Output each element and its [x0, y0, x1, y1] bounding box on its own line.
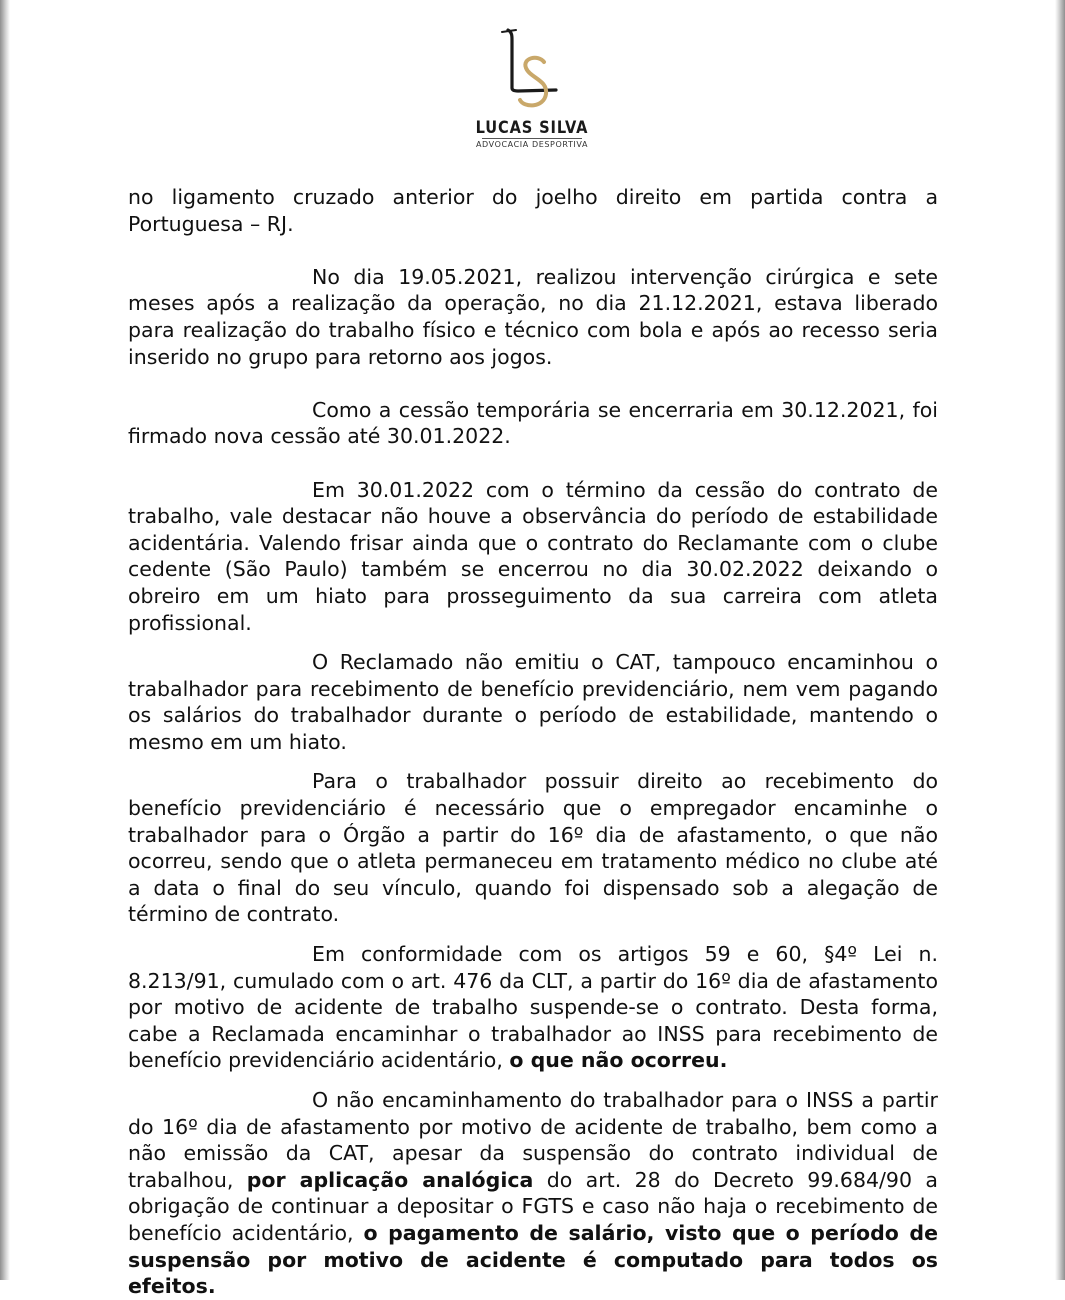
ls-monogram-icon	[494, 26, 570, 116]
paragraph-2: No dia 19.05.2021, realizou intervenção cirúrgica e sete meses após a realização da operação, no dia 21.12.2021, estava liberado para realização do trabalho físico e técnico com bola e após ao recesso seria inserido no grupo para retorno aos jogos.	[128, 264, 938, 369]
letterhead-name: LUCAS SILVA	[475, 118, 589, 138]
paragraph-5: O Reclamado não emitiu o CAT, tampouco encaminhou o trabalhador para recebimento de benefício previdenciário, nem vem pagando os salários do trabalhador durante o período de estabilidade, mantendo o mesmo em um hiato.	[128, 650, 938, 754]
paragraph-8-bold-b: o pagamento de salário, visto que o período de suspensão por motivo de acidente é computado para todos os efeitos.	[128, 1220, 938, 1299]
paragraph-8-bold-a: por aplicação analógica	[246, 1167, 534, 1192]
paragraph-3: Como a cessão temporária se encerraria em 30.12.2021, foi firmado nova cessão até 30.01.2022.	[128, 397, 938, 449]
paragraph-1: no ligamento cruzado anterior do joelho direito em partida contra a Portuguesa – RJ.	[128, 185, 938, 236]
paragraph-4: Em 30.01.2022 com o término da cessão do contrato de trabalho, vale destacar não houve a observância do período de estabilidade acidentária. Valendo frisar ainda que o contrato do Reclamante com o clube cedente (São Paulo) também se encerrou no dia 30.02.2022 deixando o obreiro em um hiato para prosseguimento da sua carreira com atleta profissional.	[128, 477, 938, 635]
paragraph-8-text-a: O não encaminhamento do trabalhador para o INSS a partir do 16º dia de afastamento por motivo de acidente de trabalho, bem como a não emissão da CAT, apesar da suspensão do contrato individual de trabalhou,	[128, 1088, 938, 1192]
paragraph-7	[128, 941, 938, 1074]
paragraph-7-text: Em conformidade com os artigos 59 e 60, §4º Lei n. 8.213/91, cumulado com o art. 476 da CLT, a partir do 16º dia de afastamento por motivo de acidente de trabalho suspende-se o contrato. Desta forma, cabe a Reclamada encaminhar o trabalhador ao INSS para recebimento de benefício previdenciário acidentário,	[128, 942, 938, 1073]
paragraph-8-text-b: do art. 28 do Decreto 99.684/90 a obrigação de continuar a depositar o FGTS e caso não haja o recebimento de benefício acidentário,	[128, 1167, 938, 1245]
page-edge-left	[0, 0, 10, 1280]
paragraph-6: Para o trabalhador possuir direito ao recebimento do benefício previdenciário é necessário que o empregador encaminhe o trabalhador para o Órgão a partir do 16º dia de afastamento, o que não ocorreu, sendo que o atleta permaneceu em tratamento médico no clube até a data o final do seu vínculo, quando foi dispensado sob a alegação de término de contrato.	[128, 769, 938, 927]
page-edge-right	[1055, 0, 1065, 1280]
letterhead-logo	[432, 26, 632, 156]
paragraph-8	[128, 1087, 938, 1300]
paragraph-7-bold: o que não ocorreu.	[509, 1048, 728, 1073]
letterhead-rule	[482, 138, 582, 139]
letterhead-subtitle: ADVOCACIA DESPORTIVA	[475, 140, 589, 149]
document-body	[128, 184, 938, 1300]
